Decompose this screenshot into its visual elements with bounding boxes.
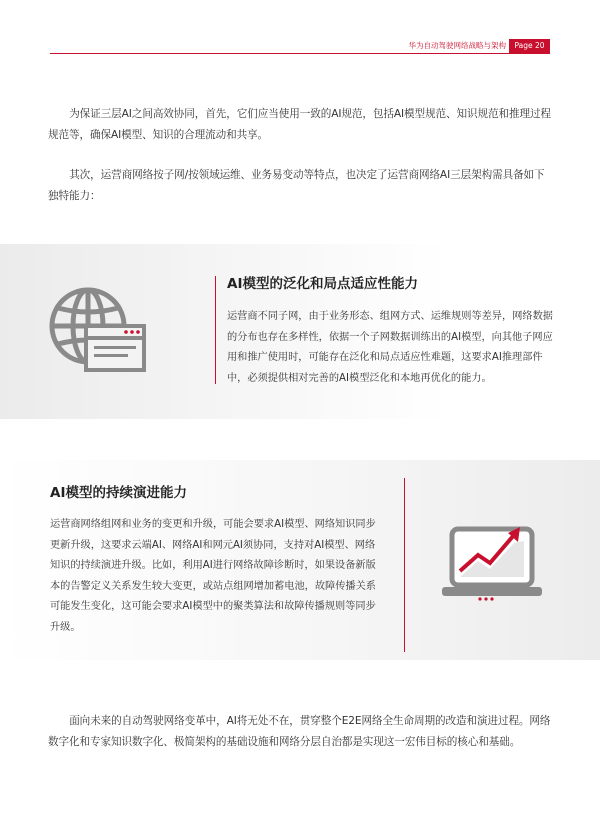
header-title: 华为自动驾驶网络战略与架构 — [408, 41, 506, 50]
paragraph-conclusion: 面向未来的自动驾驶网络变革中，AI将无处不在，贯穿整个E2E网络全生命周期的改造和演进过程。网络数字化和专家知识数字化、极简架构的基础设施和网络分层自治都是实现这一宏伟目标的核心和基础。 — [48, 715, 551, 748]
globe-browser-icon — [48, 286, 148, 376]
paragraph-ai-specs: 为保证三层AI之间高效协同，首先，它们应当使用一致的AI规范，包括AI模型规范、知识规范和推理过程规范等，确保AI模型、知识的合理流动和共享。 — [48, 108, 551, 141]
header-rule — [50, 53, 550, 54]
paragraph-unique-capabilities: 其次，运营商网络按子网/按领域运维、业务易变动等特点，也决定了运营商网络AI三层架构需具备如下独特能力： — [48, 169, 545, 202]
section-body-generalization: 运营商不同子网，由于业务形态、组网方式、运维规则等差异，网络数据的分布也存在多样性，依据一个子网数据训练出的AI模型，向其他子网应用和推广使用时，可能存在泛化和局点适应性难题，这要求AI推理部件中，必须提供相对完善的AI模型泛化和本地再优化的能力。 — [227, 311, 553, 384]
laptop-growth-chart-icon — [438, 505, 546, 605]
section-title-evolution: AI模型的持续演进能力 — [50, 485, 187, 501]
section-divider-1 — [215, 276, 216, 384]
section-title-generalization: AI模型的泛化和局点适应性能力 — [227, 276, 418, 292]
section-body-evolution: 运营商网络组网和业务的变更和升级，可能会要求AI模型、网络知识同步更新升级，这要求云端AI、网络AI和网元AI须协同，支持对AI模型、网络知识的持续演进升级。比如，利用AI进行网络故障诊断时，如果设备新版本的告警定义关系发生较大变更，或站点组网增加蓄电池，故障传播关系可能发生变化，这可能会要求AI模型中的聚类算法和故障传播规则等同步升级。 — [50, 519, 376, 633]
page-number-badge: Page 20 — [509, 39, 550, 53]
section-divider-2 — [404, 478, 405, 652]
